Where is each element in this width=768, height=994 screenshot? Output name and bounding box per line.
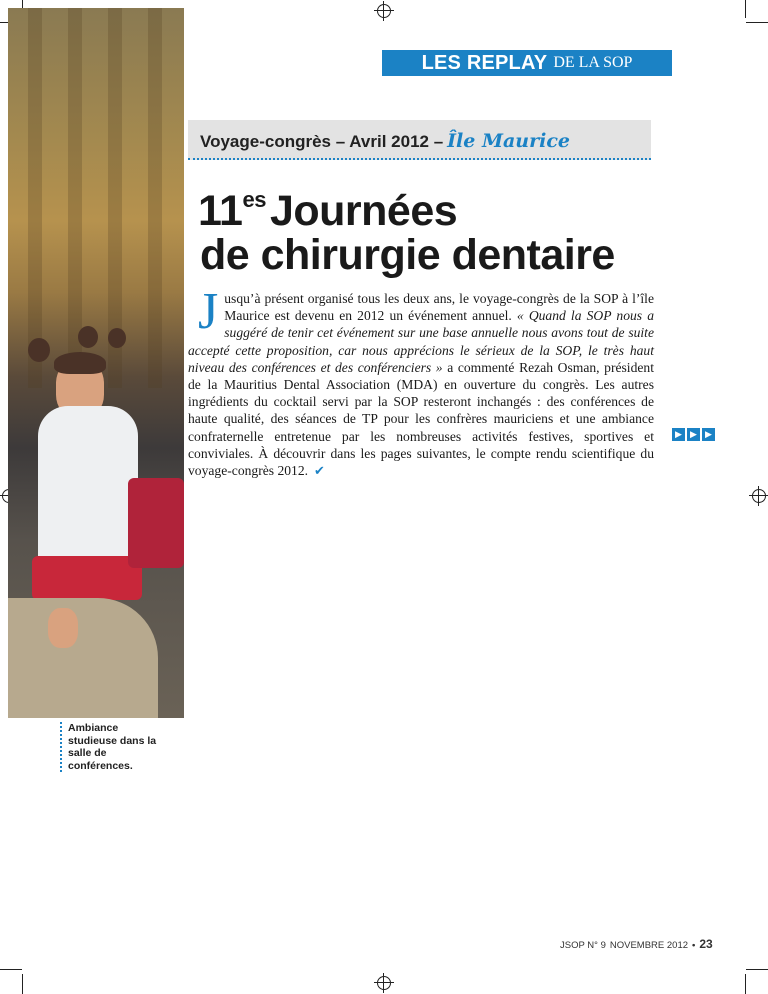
page-number: 23 (699, 937, 713, 951)
arrow-right-icon: ▶ (702, 428, 715, 441)
continue-arrows-icon (672, 428, 715, 441)
issue-date: NOVEMBRE 2012 (609, 940, 689, 951)
banner-title: LES REPLAY (421, 51, 548, 74)
article-quote: « Quand la SOP nous a suggéré de tenir cet événement sur une base annuelle nous avons tout de suite accepté cette proposition, car nous apprécions le sérieux de la SOP, le très haut niveau des conférences et des conférenciers » (188, 308, 654, 375)
article-body (188, 283, 654, 479)
page-footer (560, 937, 713, 951)
place-name: Île Maurice (447, 130, 571, 152)
kicker (200, 130, 570, 152)
crop-mark (745, 974, 746, 994)
registration-mark-icon (377, 976, 391, 990)
title-line2: de chirurgie dentaire (200, 231, 615, 279)
page-title (198, 178, 668, 277)
drop-cap: J (198, 283, 219, 340)
crop-mark (745, 0, 746, 18)
title-number: 11 (198, 187, 243, 235)
article-rest: a commenté Rezah Osman, président de la Mauritius Dental Association (MDA) en ouverture du congrès. Les autres ingrédients du cocktail servi par la SOP resteront inchangés : des conférences de haute qualité, des séances de TP pour les confrères mauriciens et une ambiance confraternelle entretenue par les nombreuses activités festives, sportives et conviviales. À découvrir dans les pages suivantes, le compte rendu scientifique du voyage-congrès 2012. (188, 359, 654, 479)
title-line1: Journées (269, 187, 458, 235)
conference-photo (8, 8, 184, 718)
title-sup: es (242, 187, 266, 212)
registration-mark-icon (752, 489, 766, 503)
registration-mark-icon (377, 4, 391, 18)
section-banner (382, 50, 672, 76)
kicker-text: Voyage-congrès – Avril 2012 – (200, 132, 444, 151)
footer-separator: • (692, 940, 696, 951)
journal-issue: JSOP N° 9 (560, 940, 606, 951)
banner-subtitle: DE LA SOP (553, 54, 633, 71)
crop-mark (746, 22, 768, 23)
article-intro: usqu’à présent organisé tous les deux ans, le voyage-congrès de la SOP à l’île Maurice est devenu en 2012 un événement annuel. (224, 291, 654, 324)
crop-mark (746, 969, 768, 970)
crop-mark (22, 974, 23, 994)
arrow-right-icon: ▶ (672, 428, 685, 441)
arrow-right-icon: ▶ (687, 428, 700, 441)
subtitle-band (188, 120, 651, 160)
photo-caption: Ambiance studieuse dans la salle de conférences. (60, 722, 168, 772)
checkmark-icon: ✔ (314, 463, 325, 479)
crop-mark (0, 969, 22, 970)
